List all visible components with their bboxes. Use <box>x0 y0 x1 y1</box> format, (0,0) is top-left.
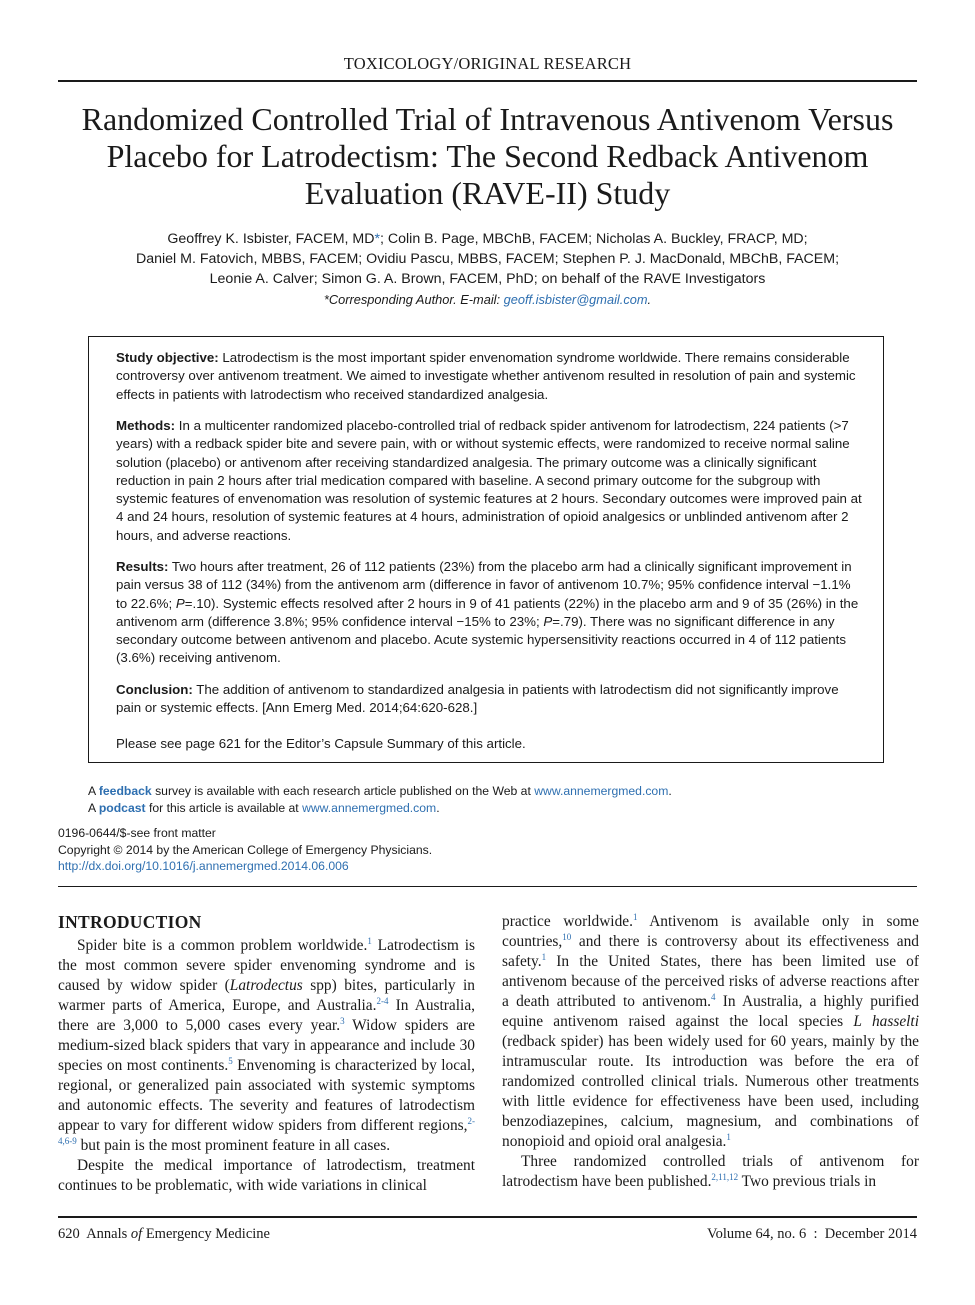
citation-ref[interactable]: 2,11,12 <box>711 1171 739 1182</box>
introduction-heading: INTRODUCTION <box>58 912 202 932</box>
citation-ref[interactable]: 1 <box>367 935 372 946</box>
footer-separator: : <box>813 1226 818 1242</box>
corresponding-label: *Corresponding Author. E-mail: <box>323 292 504 307</box>
conclusion-text: The addition of antivenom to standardized analgesia in patients with latrodectism did not significantly improve pain or systemic effects. [Ann Emerg Med. 2014;64:620-628.] <box>116 682 839 716</box>
citation-ref[interactable]: 2-4,6-9 <box>58 1115 475 1146</box>
citation-ref[interactable]: 5 <box>228 1055 233 1066</box>
intro-paragraph-2: Despite the medical importance of latrodectism, treatment continues to be problematic, with wide variations in clinical <box>58 1157 475 1194</box>
authors-line2: Daniel M. Fatovich, MBBS, FACEM; Ovidiu Pascu, MBBS, FACEM; Stephen P. J. MacDonald, MBChB, FACEM; <box>135 251 840 267</box>
citation-ref[interactable]: 1 <box>632 911 638 922</box>
issue-date: December 2014 <box>824 1226 917 1242</box>
feedback-url-link[interactable]: www.annemergmed.com <box>534 784 669 798</box>
journal-name-of: of <box>130 1226 143 1242</box>
footer-rule <box>58 1216 917 1218</box>
podcast-end: . <box>436 800 440 815</box>
intro-text-3: spp) bites, particularly in warmer parts of America, Europe, and Australia. <box>58 977 475 1014</box>
abstract-conclusion <box>116 681 862 718</box>
species-name: L hasselti <box>853 1013 919 1030</box>
issn-line: 0196-0644/$-see front matter <box>58 826 216 840</box>
abstract-box <box>88 336 884 763</box>
podcast-pre: A <box>88 800 99 815</box>
p-value-symbol: P <box>175 595 185 611</box>
results-text-a: Two hours after treatment, 26 of 112 patients (23%) from the placebo arm had a clinically significant improvement in pain versus 38 of 112 (34%) from the antivenom arm (difference in favor of antivenom 10.7%; 95% confidence interval −1.1% to 22.6%; <box>116 559 852 611</box>
intro-text-r7: Three randomized controlled trials of antivenom for latrodectism have been published. <box>502 1153 919 1190</box>
body-column-right <box>502 912 919 1192</box>
citation-ref[interactable]: 10 <box>562 931 572 942</box>
mid-rule <box>58 886 917 887</box>
intro-text-r2: Antivenom is available only in some countries, <box>502 913 919 950</box>
intro-paragraph-3 <box>502 1152 919 1192</box>
feedback-link[interactable]: feedback <box>98 784 152 798</box>
intro-text-4: In Australia, there are 3,000 to 5,000 cases every year. <box>58 997 475 1034</box>
citation-ref[interactable]: 2-4 <box>376 995 389 1006</box>
podcast-url-link[interactable]: www.annemergmed.com <box>302 800 437 815</box>
p-value-symbol: P <box>543 613 553 629</box>
intro-paragraph-2-cont <box>502 912 919 1152</box>
top-rule <box>58 80 917 82</box>
podcast-post: for this article is available at <box>145 800 303 815</box>
methods-heading: Methods: <box>116 418 176 433</box>
article-title: Randomized Controlled Trial of Intravenous Antivenom Versus Placebo for Latrodectism: The Second Redback Antivenom Evaluation (RAVE-II) Study <box>81 101 894 211</box>
abstract-results <box>116 558 862 668</box>
genus-name: Latrodectus <box>229 977 303 994</box>
results-heading: Results: <box>116 559 169 574</box>
citation-ref[interactable]: 4 <box>711 991 716 1002</box>
feedback-pre: A <box>88 784 99 798</box>
results-text-b: =.10). Systemic effects resolved after 2 hours in 9 of 41 patients (22%) in the placebo arm and 9 of 35 (26%) in the antivenom arm (difference 3.8%; 95% confidence interval −15% to 23%; <box>116 595 859 629</box>
feedback-note <box>88 783 918 800</box>
doi-link[interactable]: http://dx.doi.org/10.1016/j.annemergmed.2014.06.006 <box>58 859 349 873</box>
methods-text: In a multicenter randomized placebo-controlled trial of redback spider antivenom for latrodectism, 224 patients (>7 years) with a redback spider bite and severe pain, with or without systemic effects, were randomized to receive normal saline solution (placebo) or antivenom after receiving standardized analgesia. The primary outcome was a clinically significant reduction in pain 2 hours after trial medication compared with baseline. A second primary outcome for the subgroup with systemic features of envenomation was resolution of systemic features at 2 hours. Secondary outcomes were improved pain at 4 and 24 hours, resolution of systemic features at 4 hours, administration of opioid analgesics or unblinded antivenom after 2 hours, and adverse reactions. <box>116 418 862 543</box>
online-notes <box>88 783 918 816</box>
intro-text-r6: (redback spider) has been widely used for 60 years, mainly by the intramuscular route. Its introduction was before the era of randomized controlled clinical trials. Numerous other treatments with little evidence for effectiveness have been used, including benzodiazepines, calcium, magnesium, and combinations of nonopioid and opioid oral analgesia. <box>502 1033 919 1150</box>
corresponding-period: . <box>647 292 652 307</box>
authors-line1-b: ; Colin B. Page, MBChB, FACEM; Nicholas A. Buckley, FRACP, MD; <box>380 231 808 247</box>
intro-text-2: Latrodectism is the most common severe spider envenoming syndrome and is caused by widow spider ( <box>58 937 475 994</box>
journal-name-b: Emergency Medicine <box>145 1226 270 1242</box>
volume-issue: Volume 64, no. 6 <box>707 1226 807 1242</box>
intro-text-7: but pain is the most prominent feature in all cases. <box>76 1137 391 1154</box>
intro-text-r5: In Australia, a highly purified equine antivenom raised against the local species <box>502 993 919 1030</box>
abstract-objective <box>116 349 862 404</box>
authors-line1-a: Geoffrey K. Isbister, FACEM, MD <box>167 231 375 247</box>
abstract-methods <box>116 417 862 545</box>
feedback-end: . <box>668 784 672 798</box>
objective-heading: Study objective: <box>116 350 219 365</box>
intro-text-r4: In the United States, there has been limited use of antivenom because of the perceived risks of adverse reactions after a death attributed to antivenom. <box>502 953 919 1010</box>
editor-capsule-note: Please see page 621 for the Editor’s Capsule Summary of this article. <box>116 736 526 751</box>
intro-text-6: Envenoming is characterized by local, regional, or generalized pain associated with systemic symptoms and autonomic effects. The severity and features of latrodectism appear to vary for different widow spiders from different regions, <box>58 1057 475 1134</box>
section-label: TOXICOLOGY/ORIGINAL RESEARCH <box>343 54 632 73</box>
conclusion-heading: Conclusion: <box>116 682 193 697</box>
footer-issue <box>707 1226 917 1243</box>
podcast-note <box>88 800 918 817</box>
objective-text: Latrodectism is the most important spider envenomation syndrome worldwide. There remains considerable controversy over antivenom treatment. We aimed to investigate whether antivenom resulted in resolution of pain and systemic effects in patients with latrodectism who received standardized analgesia. <box>116 350 856 402</box>
authors-line3: Leonie A. Calver; Simon G. A. Brown, FACEM, PhD; on behalf of the RAVE Investigators <box>209 271 766 287</box>
page-number: 620 <box>58 1226 80 1242</box>
intro-text-r3: and there is controversy about its effectiveness and safety. <box>502 933 919 970</box>
corresponding-author <box>58 292 917 307</box>
intro-text-r1: practice worldwide. <box>502 913 633 930</box>
intro-text-r8: Two previous trials in <box>738 1173 877 1190</box>
corresponding-author-marker[interactable]: * <box>374 231 380 247</box>
feedback-post: survey is available with each research article published on the Web at <box>151 784 535 798</box>
front-matter <box>58 825 658 875</box>
author-list <box>58 229 917 289</box>
podcast-link[interactable]: podcast <box>98 800 146 815</box>
citation-ref[interactable]: 3 <box>340 1015 345 1026</box>
intro-text-1: Spider bite is a common problem worldwide. <box>77 937 368 954</box>
citation-ref[interactable]: 1 <box>541 951 547 962</box>
corresponding-email-link[interactable]: geoff.isbister@gmail.com <box>503 292 648 307</box>
intro-paragraph-1 <box>58 936 475 1156</box>
results-text-c: =.79). There was no significant difference in any secondary outcome between antivenom and placebo. Acute systemic hypersensitivity reactions occurred in 4 of 112 patients (3.6%) receiving antivenom. <box>116 613 847 666</box>
body-column-left <box>58 912 475 1196</box>
journal-name-a: Annals <box>86 1226 128 1242</box>
citation-ref[interactable]: 1 <box>726 1131 731 1142</box>
copyright-line: Copyright © 2014 by the American College of Emergency Physicians. <box>58 842 433 857</box>
intro-text-5: Widow spiders are medium-sized black spiders that vary in appearance and include 30 species on most continents. <box>58 1017 475 1074</box>
footer-journal <box>58 1226 270 1243</box>
